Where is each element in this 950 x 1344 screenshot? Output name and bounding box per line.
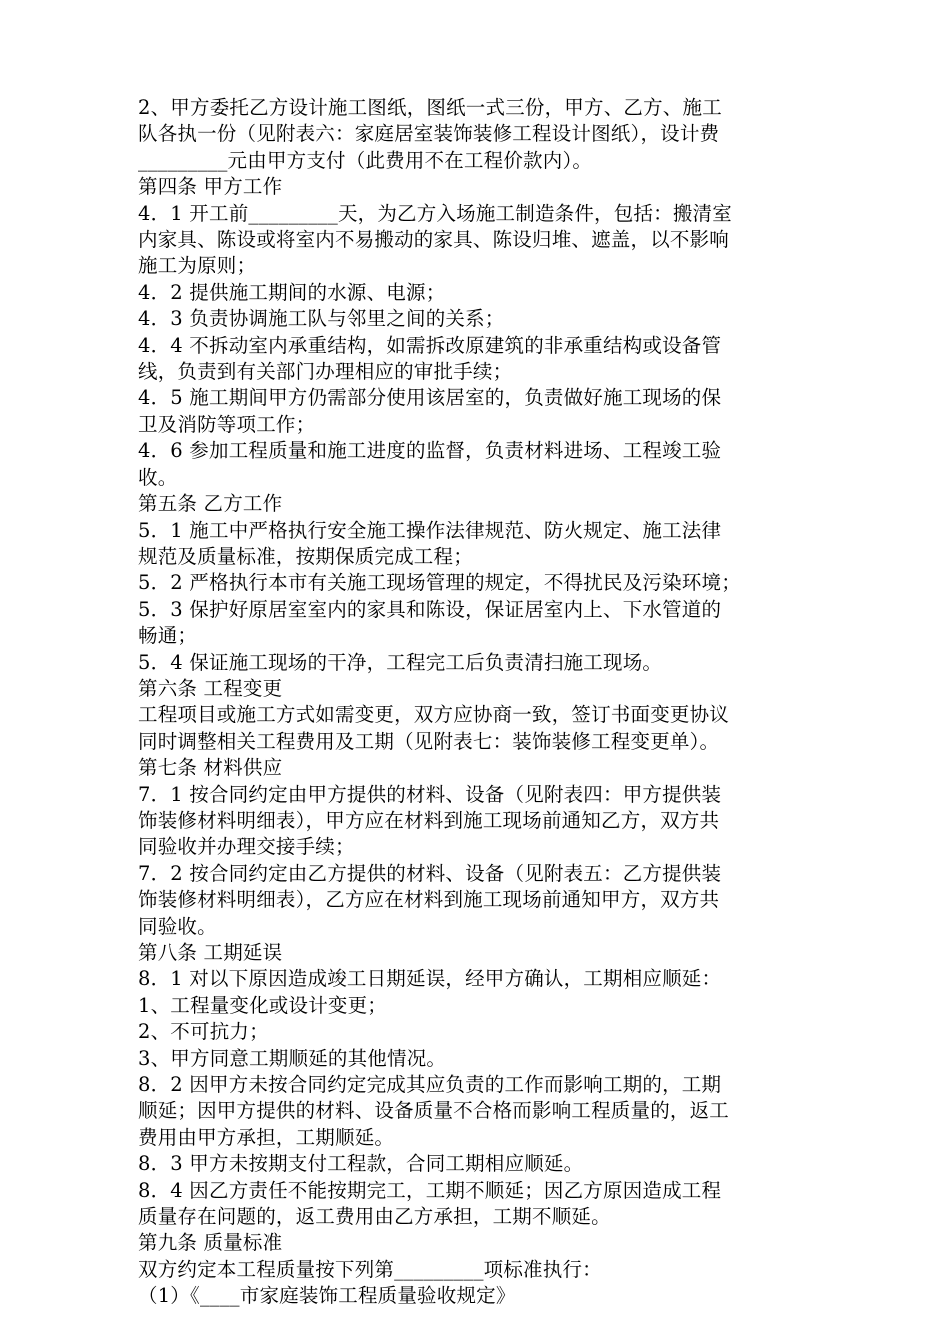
text-line: 4．1 开工前_________天，为乙方入场施工制造条件，包括：搬清室 [138, 201, 732, 225]
text-line: 4．4 不拆动室内承重结构，如需拆改原建筑的非承重结构或设备管 [138, 333, 722, 357]
document-body [138, 95, 818, 1310]
section-heading: 第四条 甲方工作 [138, 175, 283, 199]
section-heading: 第六条 工程变更 [138, 676, 283, 700]
text-line: _________元由甲方支付（此费用不在工程价款内）。 [138, 148, 593, 172]
text-line: 1、工程量变化或设计变更； [138, 993, 388, 1017]
text-line: 4．3 负责协调施工队与邻里之间的关系； [138, 307, 505, 331]
text-line: 2、甲方委托乙方设计施工图纸，图纸一式三份，甲方、乙方、施工 [138, 96, 722, 119]
text-line: 内家具、陈设或将室内不易搬动的家具、陈设归堆、遮盖，以不影响 [138, 228, 730, 252]
text-line: 5．4 保证施工现场的干净，工程完工后负责清扫施工现场。 [138, 650, 663, 674]
text-line: 7．1 按合同约定由甲方提供的材料、设备（见附表四：甲方提供装 [138, 782, 722, 806]
text-line: 4．5 施工期间甲方仍需部分使用该居室的，负责做好施工现场的保 [138, 386, 722, 410]
text-line: 施工为原则； [138, 254, 257, 278]
text-line: 双方约定本工程质量按下列第_________项标准执行： [138, 1257, 602, 1281]
section-heading: 第九条 质量标准 [138, 1231, 283, 1255]
text-line: 3、甲方同意工期顺延的其他情况。 [138, 1046, 447, 1070]
text-line: 质量存在问题的，返工费用由乙方承担，工期不顺延。 [138, 1205, 611, 1229]
text-line: 饰装修材料明细表），乙方应在材料到施工现场前通知甲方，双方共 [138, 888, 720, 912]
text-line: 同验收。 [138, 914, 217, 938]
text-line: 4．2 提供施工期间的水源、电源； [138, 280, 446, 304]
text-line: 5．1 施工中严格执行安全施工操作法律规范、防火规定、施工法律 [138, 518, 722, 542]
text-line: 线，负责到有关部门办理相应的审批手续； [138, 360, 513, 384]
text-line: 8．4 因乙方责任不能按期完工，工期不顺延；因乙方原因造成工程 [138, 1178, 722, 1202]
text-line: 费用由甲方承担，工期顺延。 [138, 1125, 395, 1149]
section-heading: 第八条 工期延误 [138, 941, 283, 964]
text-line: 顺延；因甲方提供的材料、设备质量不合格而影响工程质量的，返工 [138, 1099, 730, 1123]
text-line: 8．3 甲方未按期支付工程款，合同工期相应顺延。 [138, 1152, 584, 1176]
text-line: 工程项目或施工方式如需变更，双方应协商一致，签订书面变更协议 [138, 703, 730, 727]
section-heading: 第七条 材料供应 [138, 756, 283, 780]
text-line: （1）《____市家庭装饰工程质量验收规定》 [138, 1284, 516, 1308]
section-heading: 第五条 乙方工作 [138, 492, 283, 516]
text-line: 收。 [138, 465, 178, 489]
text-line: 队各执一份（见附表六：家庭居室装饰装修工程设计图纸），设计费 [138, 122, 720, 146]
text-line: 2、不可抗力； [138, 1020, 269, 1044]
text-line: 8．1 对以下原因造成竣工日期延误，经甲方确认，工期相应顺延： [138, 967, 722, 991]
text-line: 8．2 因甲方未按合同约定完成其应负责的工作而影响工期的，工期 [138, 1073, 722, 1097]
text-line: 7．2 按合同约定由乙方提供的材料、设备（见附表五：乙方提供装 [138, 861, 722, 885]
text-line: 规范及质量标准，按期保质完成工程； [138, 544, 473, 568]
text-line: 同时调整相关工程费用及工期（见附表七：装饰装修工程变更单）。 [138, 729, 720, 753]
text-line: 畅通； [138, 624, 198, 648]
text-line: 同验收并办理交接手续； [138, 835, 355, 859]
text-line: 5．3 保护好原居室室内的家具和陈设，保证居室内上、下水管道的 [138, 597, 722, 621]
text-line: 4．6 参加工程质量和施工进度的监督，负责材料进场、工程竣工验 [138, 439, 722, 463]
text-line: 5．2 严格执行本市有关施工现场管理的规定，不得扰民及污染环境； [138, 571, 741, 595]
text-line: 卫及消防等项工作； [138, 412, 316, 436]
text-line: 饰装修材料明细表），甲方应在材料到施工现场前通知乙方，双方共 [138, 808, 720, 832]
